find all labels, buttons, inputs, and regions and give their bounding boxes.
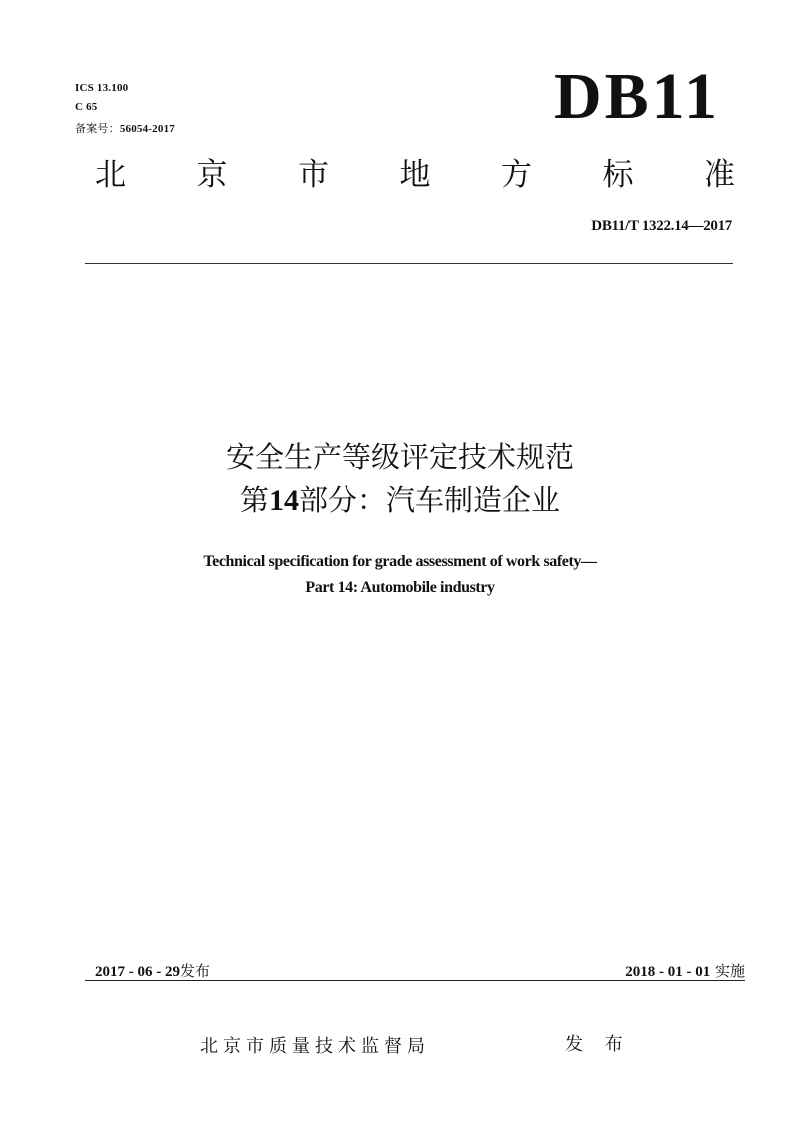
ccs-code: C 65 — [75, 101, 98, 113]
issue-date-label: 发布 — [180, 962, 211, 980]
standard-type-char: 京 — [196, 157, 228, 193]
title-cn-part-number: 14 — [269, 484, 299, 517]
standard-type-char: 地 — [399, 157, 431, 193]
title-cn-line2 — [0, 480, 800, 521]
implement-date — [625, 960, 745, 981]
title-en-line1: Technical specification for grade assessment of work safety— — [203, 553, 597, 570]
standard-type-char: 准 — [704, 157, 735, 193]
standard-type-char: 标 — [602, 157, 634, 193]
ics-code: ICS 13.100 — [75, 82, 129, 94]
standard-type-char: 方 — [501, 157, 532, 193]
filing-label: 备案号： — [75, 122, 120, 135]
filing-number — [75, 120, 175, 136]
title-en-line2: Part 14: Automobile industry — [305, 579, 495, 596]
issue-date-value: 2017 - 06 - 29 — [95, 964, 180, 980]
bottom-divider — [85, 980, 745, 981]
title-cn-suffix: 部分：汽车制造企业 — [299, 483, 561, 517]
standard-code: DB11/T 1322.14—2017 — [591, 218, 732, 234]
implement-date-value: 2018 - 01 - 01 — [625, 964, 711, 980]
top-divider — [85, 263, 733, 264]
publisher: 北京市质量技术监督局 — [200, 1036, 430, 1057]
db11-logo: DB11 — [553, 60, 720, 133]
filing-value: 56054-2017 — [119, 123, 175, 135]
standard-type-char: 市 — [298, 157, 329, 193]
title-cn-prefix: 第 — [239, 483, 269, 517]
title-cn-line1: 安全生产等级评定技术规范 — [225, 440, 574, 474]
publish-label: 发 布 — [565, 1034, 631, 1055]
implement-date-label: 实施 — [714, 962, 745, 980]
standard-type-heading — [95, 155, 735, 195]
standard-type-char: 北 — [95, 157, 126, 193]
issue-date — [95, 960, 210, 981]
